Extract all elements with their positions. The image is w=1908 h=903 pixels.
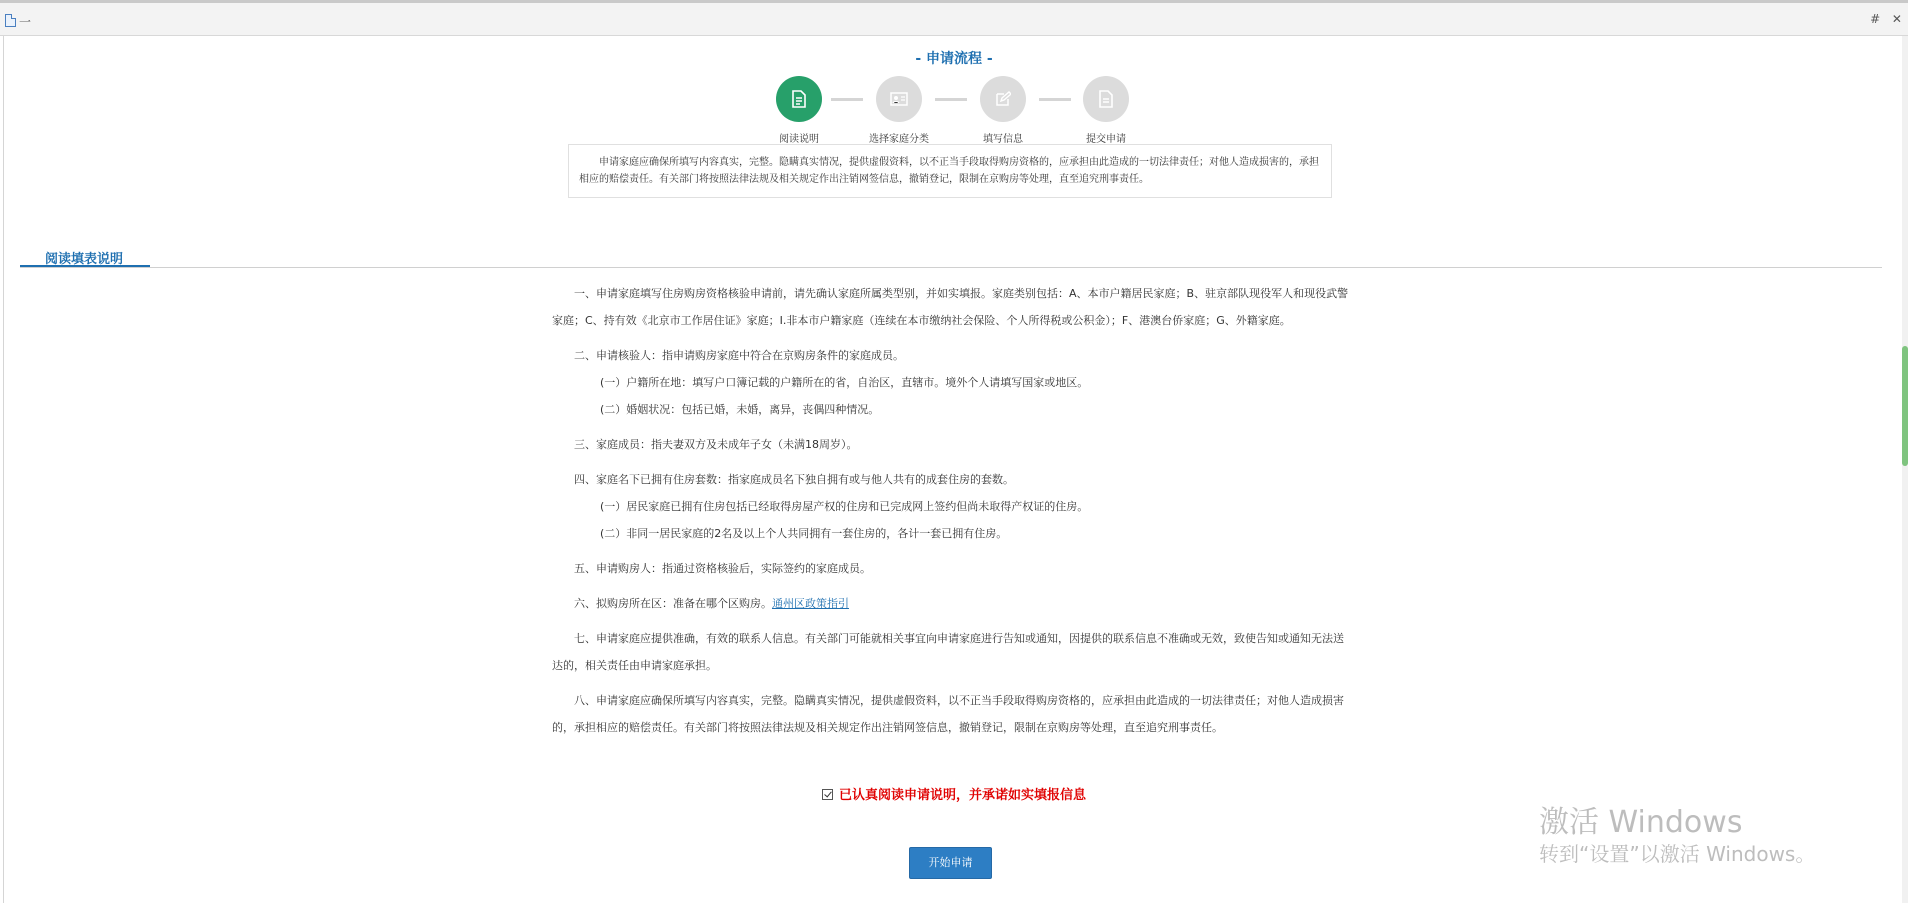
instruction-2-2: (二）婚姻状况：包括已婚，未婚，离异，丧偶四种情况。 bbox=[600, 403, 880, 416]
agreement-label[interactable]: 已认真阅读申请说明，并承诺如实填报信息 bbox=[838, 788, 1086, 803]
tab-read-instructions[interactable] bbox=[20, 246, 150, 268]
activation-watermark-title: 激活 Windows bbox=[1539, 805, 1743, 840]
instruction-6 bbox=[552, 590, 1352, 617]
instruction-2: 二、申请核验人：指申请购房家庭中符合在京购房条件的家庭成员。 bbox=[574, 349, 904, 362]
instruction-4-2: (二）非同一居民家庭的2名及以上个人共同拥有一套住房的，各计一套已拥有住房。 bbox=[600, 527, 1008, 540]
window-titlebar bbox=[0, 0, 1908, 36]
step-select-category bbox=[839, 76, 959, 145]
submit-document-icon bbox=[1083, 76, 1129, 122]
document-icon bbox=[5, 14, 16, 27]
instructions-content bbox=[552, 280, 1352, 749]
step-fill-info bbox=[943, 76, 1063, 145]
id-card-icon bbox=[876, 76, 922, 122]
instruction-2-1: (一）户籍所在地：填写户口簿记载的户籍所在的省，自治区，直辖市。境外个人请填写国家或地区。 bbox=[600, 376, 1089, 389]
instruction-5: 五、申请购房人：指通过资格核验后，实际签约的家庭成员。 bbox=[574, 562, 871, 575]
tab-divider bbox=[20, 267, 1882, 268]
step-submit bbox=[1046, 76, 1166, 145]
window-title: 一 bbox=[19, 15, 32, 29]
instruction-6-text: 六、拟购房所在区：准备在哪个区购房。 bbox=[574, 597, 772, 610]
tab-label: 阅读填表说明 bbox=[45, 252, 124, 267]
instruction-1: 一、申请家庭填写住房购房资格核验申请前，请先确认家庭所属类型别，并如实填报。家庭类别包括：A、本市户籍居民家庭；B、驻京部队现役军人和现役武警家庭；C、持有效《北京市工作居住证》家庭；I.非本市户籍家庭（连续在本市缴纳社会保险、个人所得税或公积金）；F、港澳台侨家庭；G、外籍家庭。 bbox=[552, 287, 1349, 327]
instruction-7: 七、申请家庭应提供准确，有效的联系人信息。有关部门可能就相关事宜向申请家庭进行告知或通知，因提供的联系信息不准确或无效，致使告知或通知无法送达的，相关责任由申请家庭承担。 bbox=[552, 632, 1344, 672]
edit-icon bbox=[980, 76, 1026, 122]
step-label: 提交申请 bbox=[1086, 134, 1126, 145]
instruction-3: 三、家庭成员：指夫妻双方及未成年子女（未满18周岁）。 bbox=[574, 438, 858, 451]
instruction-4: 四、家庭名下已拥有住房套数：指家庭成员名下独自拥有或与他人共有的成套住房的套数。 bbox=[574, 473, 1014, 486]
document-icon bbox=[776, 76, 822, 122]
step-label: 阅读说明 bbox=[779, 134, 819, 145]
window-controls[interactable]: # ✕ bbox=[1870, 12, 1906, 26]
instruction-4-1: (一）居民家庭已拥有住房包括已经取得房屋产权的住房和已完成网上签约但尚未取得产权证的住房。 bbox=[600, 500, 1089, 513]
agreement-checkbox[interactable] bbox=[822, 789, 833, 800]
step-label: 选择家庭分类 bbox=[869, 134, 929, 145]
process-title: - 申请流程 - bbox=[915, 51, 993, 67]
district-policy-link[interactable]: 通州区政策指引 bbox=[772, 597, 849, 610]
notice-box: 申请家庭应确保所填写内容真实，完整。隐瞒真实情况，提供虚假资料，以不正当手段取得购房资格的，应承担由此造成的一切法律责任；对他人造成损害的，承担相应的赔偿责任。有关部门将按照法律法规及相关规定作出注销网签信息，撤销登记，限制在京购房等处理，直至追究刑事责任。 bbox=[568, 144, 1332, 198]
vertical-scrollbar[interactable] bbox=[1902, 36, 1908, 903]
step-label: 填写信息 bbox=[983, 134, 1023, 145]
start-application-button[interactable]: 开始申请 bbox=[909, 847, 992, 879]
instruction-8: 八、申请家庭应确保所填写内容真实，完整。隐瞒真实情况，提供虚假资料，以不正当手段取得购房资格的，应承担由此造成的一切法律责任；对他人造成损害的，承担相应的赔偿责任。有关部门将按照法律法规及相关规定作出注销网签信息，撤销登记，限制在京购房等处理，直至追究刑事责任。 bbox=[552, 694, 1344, 734]
scrollbar-thumb[interactable] bbox=[1902, 346, 1908, 466]
activation-watermark-subtitle: 转到“设置”以激活 Windows。 bbox=[1539, 842, 1816, 866]
